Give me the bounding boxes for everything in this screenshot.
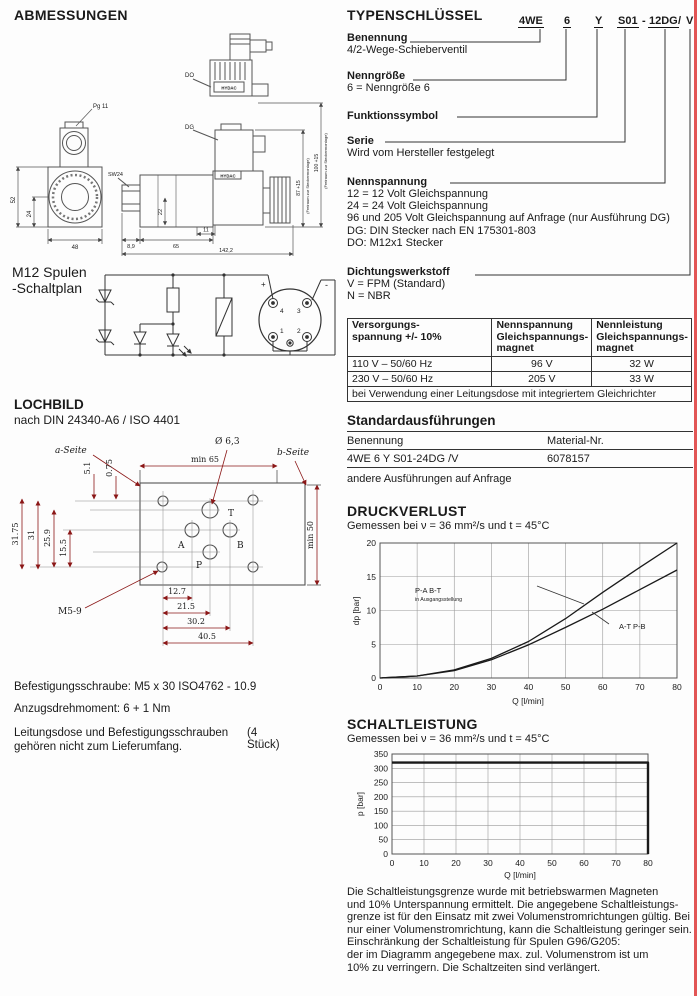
- ts-section-benennung: [347, 32, 467, 56]
- ts-label-dichtungswerkstoff: Dichtungswerkstoff: [347, 266, 450, 278]
- ts-value-benennung: 4/2-Wege-Schieberventil: [347, 44, 468, 56]
- dim-52: 52: [11, 196, 17, 204]
- voltage-table-header-row: [348, 319, 692, 357]
- svg-text:15: 15: [366, 571, 376, 582]
- note-line-7: 10% zu verringern. Die Schaltzeiten sind verlängert.: [347, 961, 601, 974]
- curve-leader-upper: [537, 586, 584, 604]
- note-line-2: und 10% Unterspannung ermittelt. Die angegebene Schaltleistungs-: [347, 898, 679, 911]
- standard-col-benennung: Benennung: [347, 435, 404, 447]
- pin1-label: 1: [280, 328, 284, 335]
- schaltleistung-subtitle: Gemessen bei ν = 36 mm²/s und t = 45°C: [347, 733, 550, 745]
- curve-label-pa-bt-sub: in Ausgangsstellung: [415, 597, 463, 603]
- ts-value-nennspannung-5: DO: M12x1 Stecker: [347, 236, 443, 249]
- dim-min65: min 65: [190, 455, 220, 464]
- voltage-table-footer-row: [348, 386, 692, 401]
- svg-text:10: 10: [419, 858, 429, 868]
- svg-text:80: 80: [672, 682, 682, 692]
- junction-dots: [138, 273, 225, 356]
- dim-1422: 142,2: [219, 248, 233, 254]
- table-row: [348, 356, 692, 371]
- dim-100: 100 +15: [314, 153, 320, 173]
- svg-text:300: 300: [373, 763, 388, 774]
- cell-nominal-205: 205 V: [492, 371, 592, 386]
- ts-value-nennspannung-2: 24 = 24 Volt Gleichspannung: [347, 200, 488, 213]
- valve-dimension-drawing: [8, 28, 340, 260]
- scope-note-text: Leitungsdose und Befestigungsschrauben: [14, 727, 229, 739]
- svg-text:10: 10: [366, 605, 376, 616]
- svg-text:0: 0: [389, 858, 395, 868]
- ts-section-nenngroesse: [347, 70, 430, 94]
- ts-label-funktionssymbol: Funktionssymbol: [347, 110, 439, 122]
- ts-value-dichtung-2: N = NBR: [347, 290, 391, 303]
- ts-value-serie: Wird vom Hersteller festgelegt: [347, 147, 495, 159]
- svg-text:150: 150: [373, 806, 388, 817]
- svg-text:20: 20: [366, 538, 376, 548]
- druckverlust-chart: [345, 536, 695, 708]
- code-part-6: 6: [564, 15, 571, 27]
- cell-nominal-96: 96 V: [492, 356, 592, 371]
- pg11-label: Pg 11: [93, 104, 109, 110]
- note-line-5: Einschränkung der Schaltleistung für Spulen G96/G205:: [347, 936, 621, 949]
- dim-31: 31: [27, 529, 36, 541]
- svg-text:0: 0: [383, 849, 388, 859]
- druckverlust-subtitle: Gemessen bei ν = 36 mm²/s und t = 45°C: [347, 520, 550, 532]
- cell-power-33: 33 W: [592, 371, 692, 386]
- hydac-logo-dg: HYDAC: [220, 173, 236, 179]
- b-seite-label: b-Seite: [277, 448, 310, 458]
- svg-text:40: 40: [515, 858, 525, 868]
- pin4-label: 4: [280, 308, 284, 315]
- svg-text:100: 100: [373, 820, 388, 831]
- svg-text:5: 5: [371, 639, 376, 650]
- pin3-label: 3: [297, 308, 301, 315]
- freiraum-note-1: (Freiraum zur Steckermontage): [305, 158, 310, 214]
- dim-25-9: 25.9: [43, 529, 52, 547]
- svg-text:50: 50: [547, 858, 557, 868]
- svg-text:350: 350: [373, 749, 388, 759]
- standard-col-materialnr: Material-Nr.: [547, 435, 604, 447]
- dim-12-7: 12.7: [168, 587, 186, 596]
- note-line-1: Die Schaltleistungsgrenze wurde mit betriebswarmen Magneten: [347, 886, 659, 898]
- cell-supply-110: 110 V – 50/60 Hz: [348, 356, 492, 371]
- druckverlust-title: DRUCKVERLUST: [347, 503, 467, 519]
- schaltleistung-note: [347, 886, 695, 974]
- lochbild-subtitle: nach DIN 24340-A6 / ISO 4401: [14, 413, 181, 427]
- scope-note-line2: gehören nicht zum Lieferumfang.: [14, 741, 183, 753]
- svg-text:20: 20: [451, 858, 461, 868]
- curve-label-at-pb: A-T P-B: [619, 622, 646, 631]
- code-separator-slash: /: [678, 15, 682, 27]
- code-part-v: V: [686, 15, 694, 27]
- svg-text:70: 70: [611, 858, 621, 868]
- typenschluessel-title: TYPENSCHLÜSSEL: [347, 7, 483, 23]
- ts-section-serie: [347, 135, 494, 159]
- ts-label-serie: Serie: [347, 135, 374, 147]
- lochbild-drawing: [5, 428, 335, 663]
- code-separator-dash: -: [642, 15, 646, 27]
- svg-text:0: 0: [371, 673, 376, 683]
- dim-22: 22: [158, 208, 164, 216]
- hydac-logo-do: HYDAC: [221, 85, 237, 91]
- standard-header-row: [347, 432, 693, 450]
- ts-label-nennspannung: Nennspannung: [347, 176, 428, 188]
- port-A: A: [178, 541, 185, 551]
- schaltplan-title-line1: M12 Spulen: [12, 264, 87, 280]
- dim-5-1: 5.1: [83, 461, 92, 475]
- circuit-components: [96, 288, 321, 356]
- code-part-y: Y: [595, 15, 603, 27]
- svg-text:30: 30: [483, 858, 493, 868]
- code-part-4we: 4WE: [519, 15, 543, 27]
- table-row: [348, 371, 692, 386]
- dim-87: 87 +15: [296, 180, 302, 196]
- svg-text:50: 50: [378, 834, 388, 845]
- note-line-3: grenze ist für den Einsatz mit zwei Volumenstromrichtungen gültig. Bei: [347, 911, 690, 924]
- pin2-label: 2: [297, 328, 301, 335]
- code-part-s01: S01: [618, 15, 638, 27]
- voltage-col1-header: Versorgungs- spannung +/- 10%: [348, 319, 492, 357]
- do-label: DO: [185, 73, 194, 79]
- druckverlust-ylabel: dp [bar]: [351, 596, 361, 626]
- piece-count: (4 Stück): [247, 727, 280, 752]
- front-view: [48, 122, 102, 227]
- port-T: T: [228, 509, 235, 519]
- svg-text:30: 30: [486, 682, 497, 692]
- a-seite-label: a-Seite: [55, 446, 87, 456]
- mounting-screw-note: Befestigungsschraube: M5 x 30 ISO4762 - 10.9: [14, 681, 257, 693]
- mounting-plate: [140, 483, 305, 585]
- dim-15-5: 15.5: [59, 539, 68, 557]
- dim-24: 24: [27, 210, 33, 218]
- cell-power-32: 32 W: [592, 356, 692, 371]
- abmessungen-title: ABMESSUNGEN: [14, 7, 128, 23]
- schaltplan-title-line2: -Schaltplan: [12, 280, 83, 296]
- schaltleistung-xlabel: Q [l/min]: [504, 870, 536, 880]
- ts-section-nennspannung: [347, 176, 670, 249]
- standard-data-row: [347, 450, 693, 468]
- ts-value-nennspannung-1: 12 = 12 Volt Gleichspannung: [347, 188, 488, 200]
- voltage-col3-header: Nennleistung Gleichspannungs- magnet: [592, 319, 692, 357]
- voltage-col2-header: Nennspannung Gleichspannungs- magnet: [492, 319, 592, 357]
- druckverlust-xlabel: Q [l/min]: [512, 696, 544, 706]
- standard-type-code: 4WE 6 Y S01-24DG /V: [347, 453, 459, 465]
- curve-leader-lower: [592, 612, 609, 624]
- cell-supply-230: 230 V – 50/60 Hz: [348, 371, 492, 386]
- standard-section: [347, 413, 693, 485]
- side-view: [118, 124, 290, 227]
- lochbild-title: LOCHBILD: [14, 397, 84, 412]
- port-P: P: [196, 561, 203, 571]
- m12-circuit-diagram: [85, 258, 340, 363]
- dim-30-2: 30.2: [187, 617, 205, 626]
- svg-text:20: 20: [449, 682, 459, 692]
- svg-text:40: 40: [523, 682, 534, 692]
- ts-label-benennung: Benennung: [347, 32, 408, 44]
- schaltleistung-ylabel: p [bar]: [355, 791, 365, 817]
- freiraum-note-2: (Freiraum zur Steckermontage): [323, 133, 328, 189]
- schaltleistung-chart: [345, 747, 695, 882]
- voltage-table-footnote: bei Verwendung einer Leitungsdose mit integriertem Gleichrichter: [348, 386, 692, 401]
- ts-section-funktionssymbol: [347, 110, 438, 122]
- svg-text:250: 250: [373, 777, 388, 788]
- druckverlust-plot: [367, 538, 682, 692]
- svg-text:0: 0: [377, 682, 383, 692]
- curve-label-pa-bt: P-A B-T: [415, 586, 442, 595]
- svg-text:60: 60: [598, 682, 608, 692]
- port-B: B: [237, 541, 244, 551]
- minus-terminal: -: [325, 280, 328, 290]
- dim-min50: min 50: [306, 520, 315, 550]
- dim-65: 65: [172, 244, 180, 250]
- dim-40-5: 40.5: [198, 632, 216, 641]
- torque-note: Anzugsdrehmoment: 6 + 1 Nm: [14, 703, 171, 715]
- standard-note: andere Ausführungen auf Anfrage: [347, 473, 512, 485]
- schaltleistung-title: SCHALTLEISTUNG: [347, 716, 478, 732]
- ts-value-nenngroesse: 6 = Nenngröße 6: [347, 82, 430, 94]
- svg-text:70: 70: [635, 682, 645, 692]
- code-part-12dg: 12DG: [649, 15, 678, 27]
- ts-value-dichtung-1: V = FPM (Standard): [347, 278, 446, 290]
- dim-0-75: 0.75: [105, 459, 114, 477]
- sw24-label: SW24: [108, 172, 123, 178]
- standard-material-number: 6078157: [547, 453, 590, 465]
- ts-value-nennspannung-3: 96 und 205 Volt Gleichspannung auf Anfrage (nur Ausführung DG): [347, 212, 670, 225]
- ts-value-nennspannung-4: DG: DIN Stecker nach EN 175301-803: [347, 224, 536, 237]
- dim-21-5: 21.5: [177, 602, 195, 611]
- voltage-table: [347, 318, 692, 402]
- dim-48: 48: [71, 245, 79, 251]
- plus-terminal: +: [261, 280, 266, 289]
- schaltplan-title: [12, 264, 87, 296]
- dg-label: DG: [185, 125, 194, 131]
- svg-text:200: 200: [373, 791, 388, 802]
- note-line-6: der im Diagramm angegebene max. zul. Volumenstrom ist um: [347, 948, 649, 961]
- svg-text:10: 10: [412, 682, 422, 692]
- dim-11: 11: [203, 227, 209, 234]
- schaltleistung-plot: [374, 749, 653, 868]
- dim-89: 8,9: [127, 244, 135, 250]
- ts-section-dichtungswerkstoff: [347, 266, 450, 302]
- svg-text:80: 80: [643, 858, 653, 868]
- ts-label-nenngroesse: Nenngröße: [347, 70, 406, 82]
- svg-text:60: 60: [579, 858, 589, 868]
- m5-9-label: M5-9: [58, 607, 82, 617]
- standard-title: Standardausführungen: [347, 413, 693, 432]
- svg-text:50: 50: [560, 682, 571, 692]
- diameter-label: Ø 6,3: [215, 437, 240, 447]
- dim-31-75: 31.75: [11, 522, 20, 546]
- note-line-4: nur einer Volumenstromrichtung, kann die Schaltleistung geringer sein.: [347, 923, 692, 936]
